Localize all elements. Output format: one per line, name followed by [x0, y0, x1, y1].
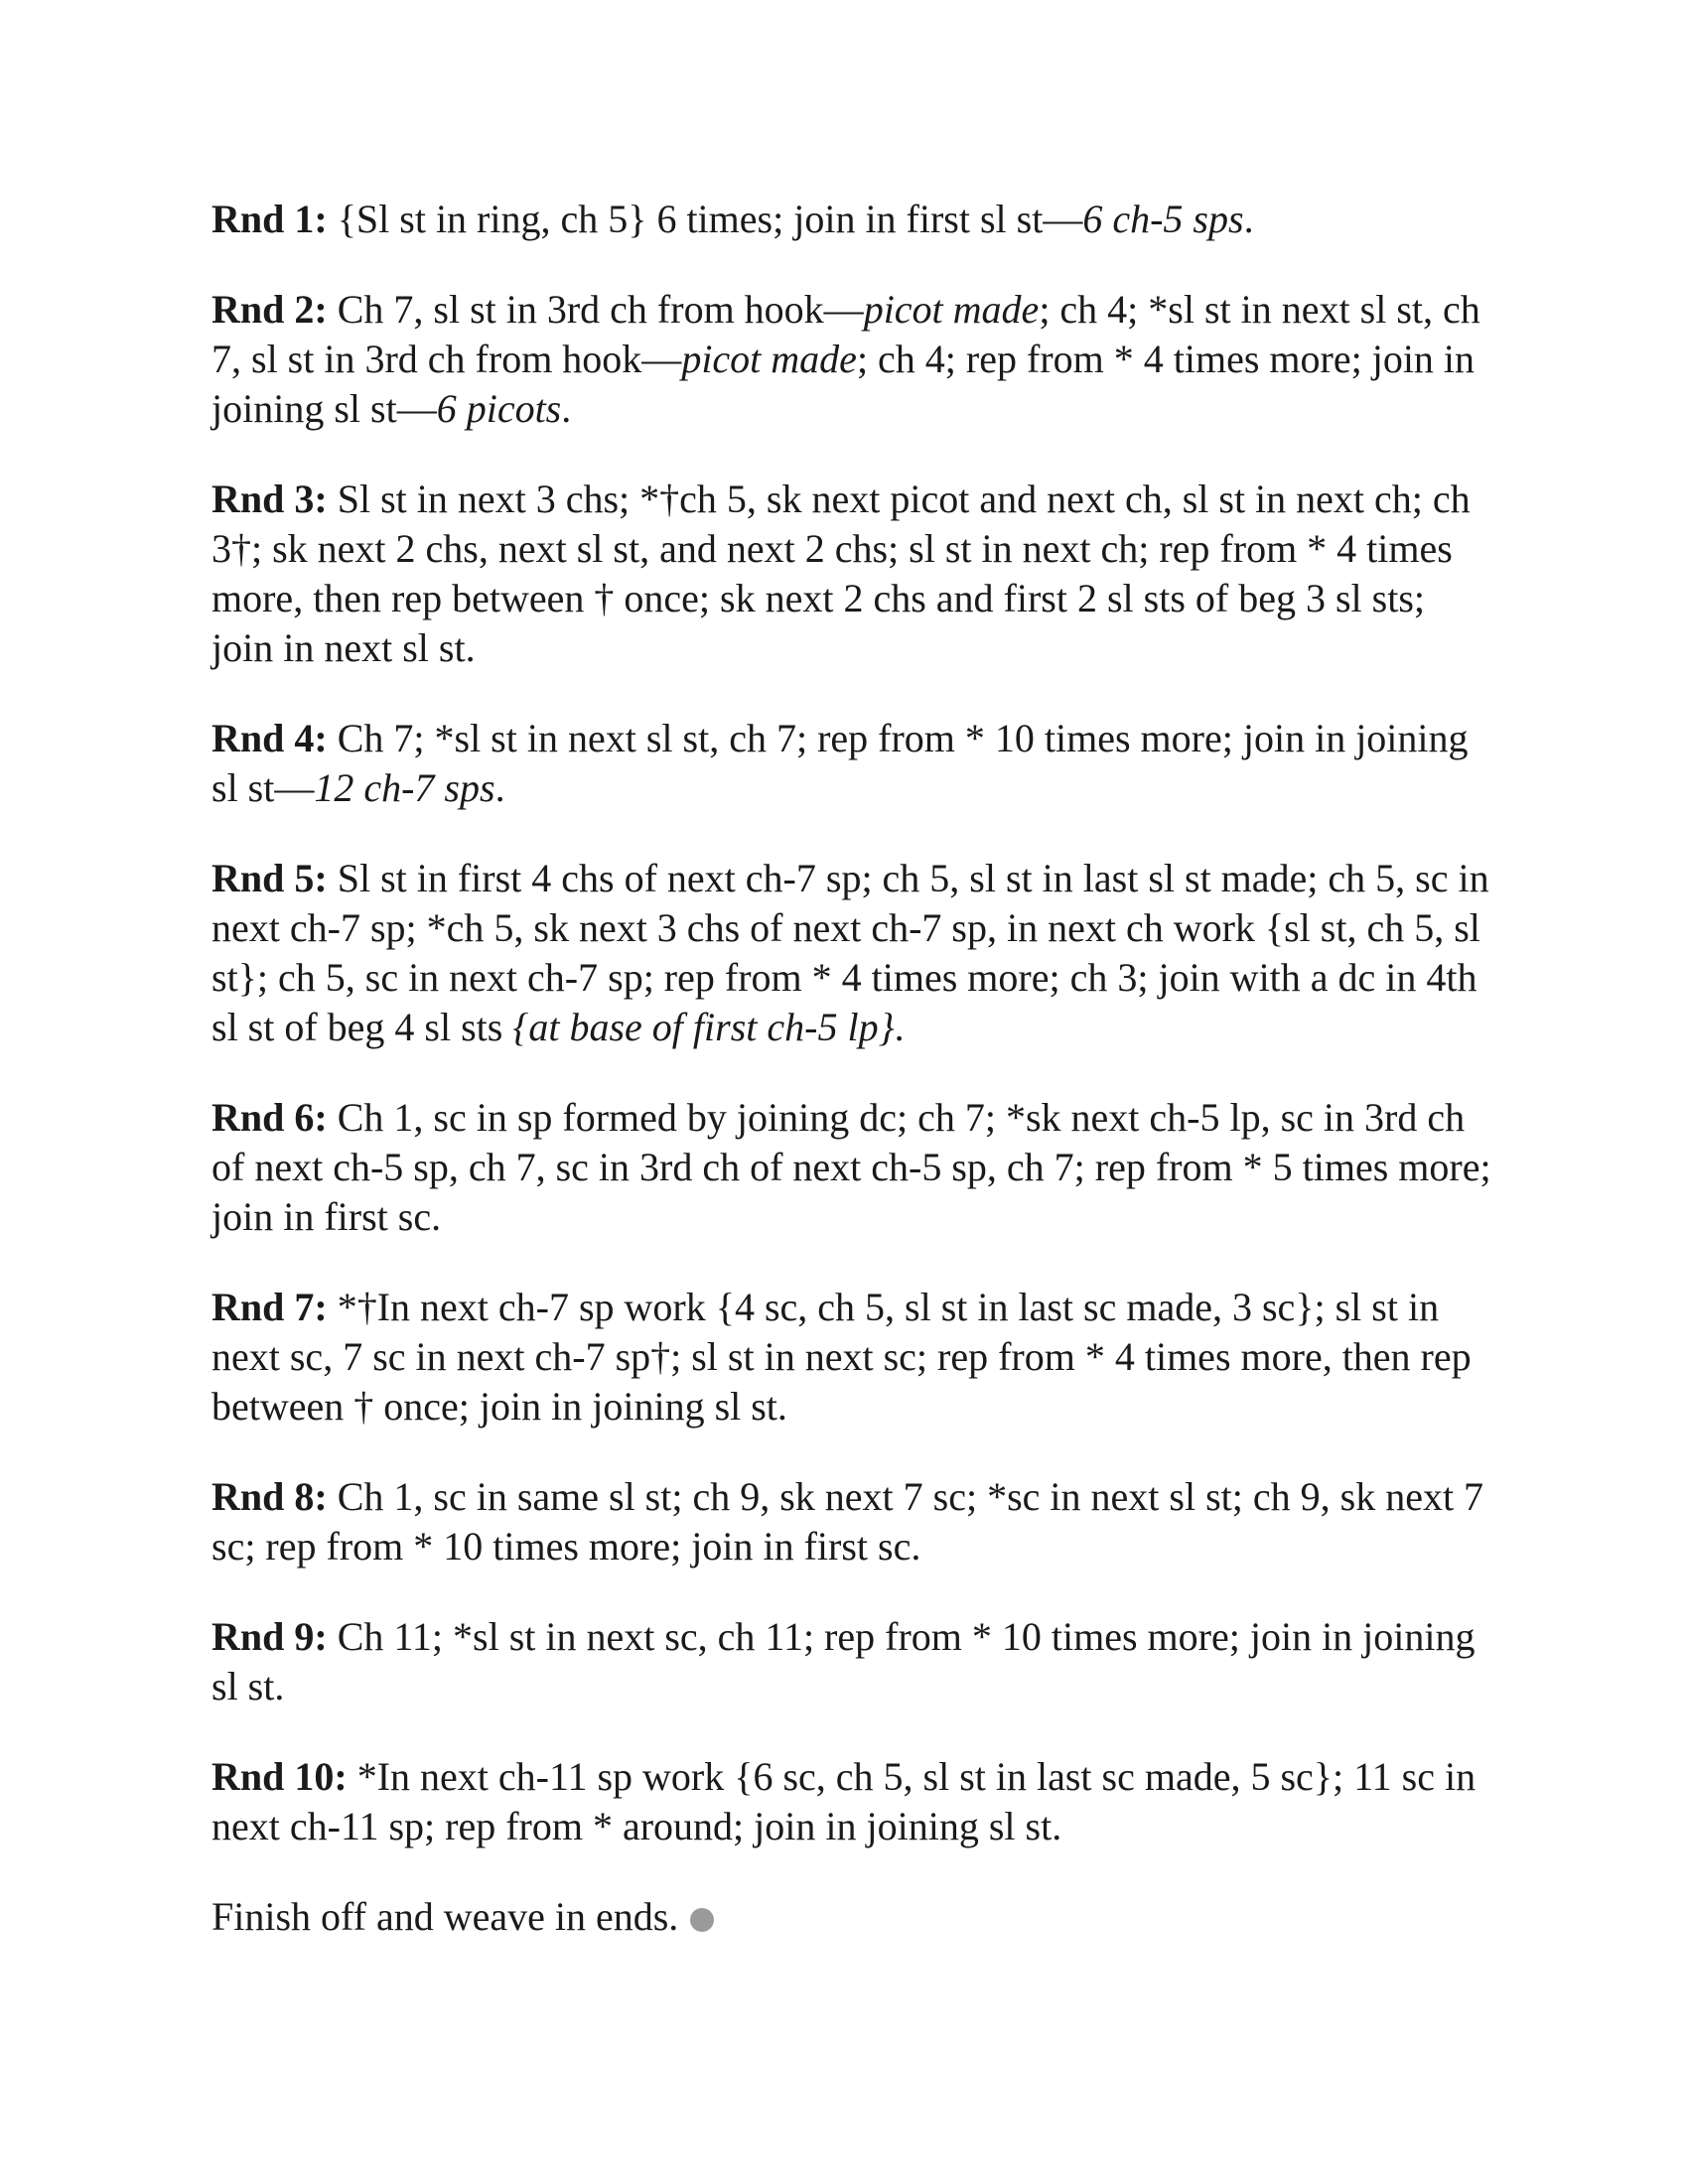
finish-text: Finish off and weave in ends. — [211, 1894, 679, 1939]
round-instruction-text: Ch 1, sc in same sl st; ch 9, sk next 7 sc; *sc in next sl st; ch 9, sk next 7 sc; rep from * 10 times more; join in first sc. — [211, 1474, 1484, 1569]
round-instruction-text: Sl st in next 3 chs; *†ch 5, sk next picot and next ch, sl st in next ch; ch 3†; sk next 2 chs, next sl st, and next 2 chs; sl st in next ch; rep from * 4 times more, then rep between † once; sk next 2 chs and first 2 sl sts of beg 3 sl sts; join in next sl st. — [211, 477, 1471, 670]
round-italic-note: picot made — [681, 337, 857, 381]
round-label: Rnd 9: — [211, 1614, 328, 1659]
round-label: Rnd 10: — [211, 1754, 348, 1799]
round-paragraph — [211, 1283, 1492, 1432]
round-label: Rnd 3: — [211, 477, 328, 521]
round-label: Rnd 4: — [211, 716, 328, 760]
end-marker-icon — [690, 1908, 714, 1932]
round-italic-note: 6 ch-5 sps — [1082, 197, 1244, 241]
round-paragraph — [211, 1612, 1492, 1711]
round-italic-note: picot made — [863, 287, 1040, 332]
round-label: Rnd 5: — [211, 856, 328, 900]
round-italic-note: {at base of first ch-5 lp} — [512, 1005, 895, 1049]
round-paragraph — [211, 195, 1492, 244]
round-instruction-text: . — [1243, 197, 1254, 241]
round-instruction-text: . — [561, 386, 572, 431]
round-paragraph — [211, 854, 1492, 1052]
round-label: Rnd 8: — [211, 1474, 328, 1519]
round-paragraph — [211, 1752, 1492, 1851]
round-instruction-text: *†In next ch-7 sp work {4 sc, ch 5, sl st in last sc made, 3 sc}; sl st in next sc, 7 sc in next ch-7 sp†; sl st in next sc; rep from * 4 times more, then rep between † once; join in joining sl st. — [211, 1285, 1472, 1429]
round-instruction-text: . — [494, 765, 505, 810]
round-instruction-text: ; ch 4; rep from * 4 times more; join in joining sl st— — [211, 337, 1476, 431]
round-italic-note: 12 ch-7 sps — [314, 765, 495, 810]
round-instruction-text: Ch 1, sc in sp formed by joining dc; ch 7; *sk next ch-5 lp, sc in 3rd ch of next ch-5 sp, ch 7, sc in 3rd ch of next ch-5 sp, ch 7; rep from * 5 times more; join in first sc. — [211, 1095, 1491, 1239]
round-paragraph — [211, 285, 1492, 434]
round-instruction-text: *In next ch-11 sp work {6 sc, ch 5, sl st in last sc made, 5 sc}; 11 sc in next ch-11 sp; rep from * around; join in joining sl st. — [211, 1754, 1477, 1848]
round-label: Rnd 6: — [211, 1095, 328, 1140]
round-label: Rnd 1: — [211, 197, 328, 241]
round-paragraph — [211, 714, 1492, 813]
round-instruction-text: Ch 7; *sl st in next sl st, ch 7; rep from * 10 times more; join in joining sl st— — [211, 716, 1469, 810]
round-instruction-text: Ch 7, sl st in 3rd ch from hook— — [327, 287, 864, 332]
round-instruction-text: . — [894, 1005, 905, 1049]
round-instruction-text: {Sl st in ring, ch 5} 6 times; join in first sl st— — [327, 197, 1083, 241]
round-instruction-text: Ch 11; *sl st in next sc, ch 11; rep from * 10 times more; join in joining sl st. — [211, 1614, 1476, 1708]
finish-paragraph — [211, 1892, 1492, 1942]
round-italic-note: 6 picots — [436, 386, 562, 431]
round-paragraph — [211, 1472, 1492, 1571]
round-paragraph — [211, 475, 1492, 673]
round-instruction-text: Sl st in first 4 chs of next ch-7 sp; ch 5, sl st in last sl st made; ch 5, sc in next ch-7 sp; *ch 5, sk next 3 chs of next ch-7 sp, in next ch work {sl st, ch 5, sl st}; ch 5, sc in next ch-7 sp; rep from * 4 times more; ch 3; join with a dc in 4th sl st of beg 4 sl sts — [211, 856, 1489, 1049]
round-label: Rnd 7: — [211, 1285, 328, 1329]
pattern-document — [211, 195, 1492, 1982]
round-label: Rnd 2: — [211, 287, 328, 332]
round-instruction-text: ; ch 4; *sl st in next sl st, ch 7, sl st in 3rd ch from hook— — [211, 287, 1480, 381]
round-paragraph — [211, 1093, 1492, 1242]
rounds-list — [211, 195, 1492, 1851]
